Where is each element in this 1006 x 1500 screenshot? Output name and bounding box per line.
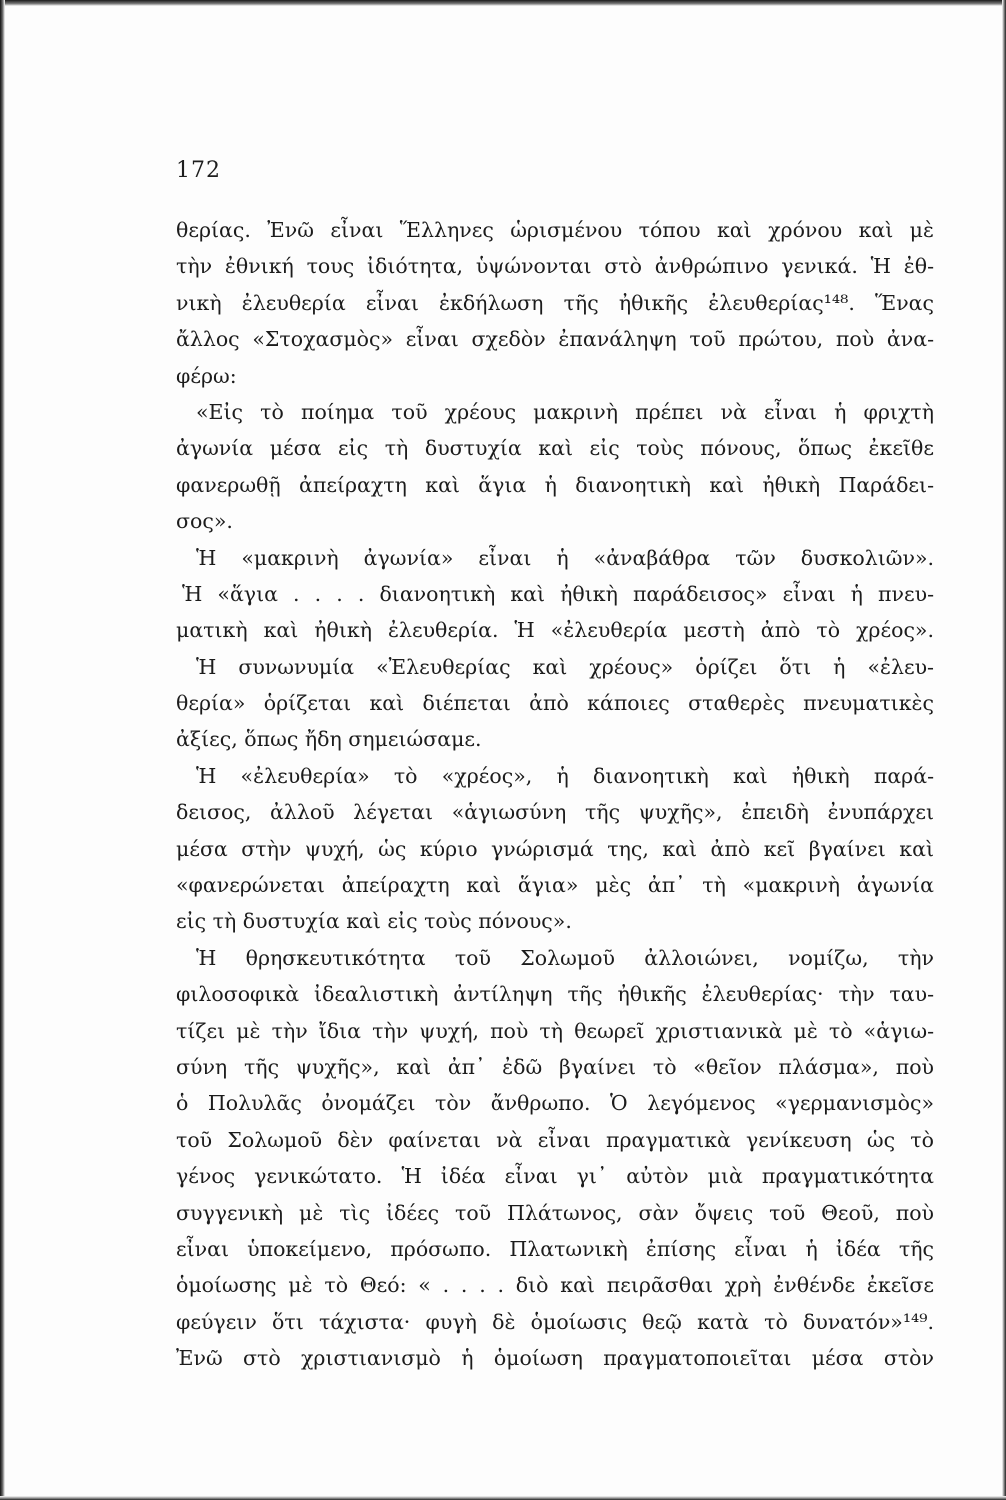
text-line: τὴν ἐθνική τους ἰδιότητα, ὑψώνονται στὸ ἀνθρώπινο γενικά. Ἡ ἐθ-: [176, 254, 934, 279]
text-line: Ἡ θρησκευτικότητα τοῦ Σολωμοῦ ἀλλοιώνει, νομίζω, τὴν: [196, 945, 934, 970]
text-line: θερίας. Ἐνῶ εἶναι Ἕλληνες ὡρισμένου τόπου καὶ χρόνου καὶ μὲ: [176, 218, 934, 242]
text-line: «φανερώνεται ἀπείραχτη καὶ ἅγια» μὲς ἀπ᾽ τὴ «μακρινὴ ἀγωνία: [176, 873, 934, 898]
text-line: τίζει μὲ τὴν ἴδια τὴν ψυχή, ποὺ τὴ θεωρεῖ χριστιανικὰ μὲ τὸ «ἁγιω-: [176, 1018, 934, 1043]
text-line: Ἡ «μακρινὴ ἀγωνία» εἶναι ἡ «ἀναβάθρα τῶν δυσκολιῶν».: [196, 545, 934, 570]
page-number: 172: [176, 158, 221, 183]
quote-line: φανερωθῇ ἀπείραχτη καὶ ἅγια ἡ διανοητικὴ καὶ ἠθικὴ Παράδει-: [176, 472, 934, 497]
text-line: ὁ Πολυλᾶς ὀνομάζει τὸν ἄνθρωπο. Ὁ λεγόμενος «γερμανισμὸς»: [176, 1091, 934, 1116]
text-line: ἄλλος «Στοχασμὸς» εἶναι σχεδὸν ἐπανάληψη τοῦ πρώτου, ποὺ ἀνα-: [176, 327, 934, 352]
scan-border-right: [1002, 0, 1006, 1500]
text-line: ὁμοίωσης μὲ τὸ Θεό: « . . . . διὸ καὶ πειρᾶσθαι χρὴ ἐνθένδε ἐκεῖσε: [176, 1273, 934, 1298]
text-line: θερία» ὁρίζεται καὶ διέπεται ἀπὸ κάποιες σταθερὲς πνευματικὲς: [176, 691, 934, 716]
body-text: [176, 212, 934, 1377]
text-line: φιλοσοφικὰ ἰδεαλιστικὴ ἀντίληψη τῆς ἠθικῆς ἐλευθερίας· τὴν ταυ-: [176, 982, 934, 1007]
text-line: νικὴ ἐλευθερία εἶναι ἐκδήλωση τῆς ἠθικῆς ἐλευθερίας¹⁴⁸. Ἕνας: [176, 290, 934, 315]
text-line: φέρω:: [176, 363, 237, 388]
text-line: γένος γενικώτατο. Ἡ ἰδέα εἶναι γι᾽ αὐτὸν μιὰ πραγματικότητα: [176, 1164, 934, 1189]
text-line: τοῦ Σολωμοῦ δὲν φαίνεται νὰ εἶναι πραγματικὰ γενίκευση ὡς τὸ: [176, 1127, 934, 1152]
text-line: μέσα στὴν ψυχή, ὡς κύριο γνώρισμά της, καὶ ἀπὸ κεῖ βγαίνει καὶ: [176, 836, 934, 861]
text-line: φεύγειν ὅτι τάχιστα· φυγὴ δὲ ὁμοίωσις θεῷ κατὰ τὸ δυνατόν»¹⁴⁹.: [176, 1309, 934, 1334]
quote-line: «Εἰς τὸ ποίημα τοῦ χρέους μακρινὴ πρέπει νὰ εἶναι ἡ φριχτὴ: [196, 399, 934, 424]
scan-border-bottom: [0, 1496, 1006, 1500]
scan-border-left: [0, 0, 5, 1500]
text-line: σύνη τῆς ψυχῆς», καὶ ἀπ᾽ ἐδῶ βγαίνει τὸ «θεῖον πλάσμα», ποὺ: [176, 1054, 934, 1079]
text-line: ἀξίες, ὅπως ἤδη σημειώσαμε.: [176, 727, 482, 752]
text-line: δεισος, ἀλλοῦ λέγεται «ἁγιωσύνη τῆς ψυχῆς», ἐπειδὴ ἐνυπάρχει: [176, 800, 934, 825]
text-line: Ἡ συνωνυμία «Ἐλευθερίας καὶ χρέους» ὁρίζει ὅτι ἡ «ἐλευ-: [196, 654, 934, 679]
text-line: συγγενικὴ μὲ τὶς ἰδέες τοῦ Πλάτωνος, σὰν ὄψεις τοῦ Θεοῦ, ποὺ: [176, 1200, 934, 1225]
text-line: εἶναι ὑποκείμενο, πρόσωπο. Πλατωνικὴ ἐπίσης εἶναι ἡ ἰδέα τῆς: [176, 1236, 934, 1261]
quote-line: ἀγωνία μέσα εἰς τὴ δυστυχία καὶ εἰς τοὺς πόνους, ὅπως ἐκεῖθε: [176, 436, 934, 461]
quote-line: σος».: [176, 509, 233, 534]
text-line: εἰς τὴ δυστυχία καὶ εἰς τοὺς πόνους».: [176, 909, 572, 934]
text-line: ματικὴ καὶ ἠθικὴ ἐλευθερία. Ἡ «ἐλευθερία μεστὴ ἀπὸ τὸ χρέος».: [176, 618, 934, 643]
text-line: Ἡ «ἅγια . . . . διανοητικὴ καὶ ἠθικὴ παράδεισος» εἶναι ἡ πνευ-: [182, 581, 934, 606]
scan-border-top: [0, 0, 1006, 6]
text-line: Ἐνῶ στὸ χριστιανισμὸ ἡ ὁμοίωση πραγματοποιεῖται μέσα στὸν: [176, 1346, 934, 1371]
text-line: Ἡ «ἐλευθερία» τὸ «χρέος», ἡ διανοητικὴ καὶ ἠθικὴ παρά-: [196, 763, 934, 788]
